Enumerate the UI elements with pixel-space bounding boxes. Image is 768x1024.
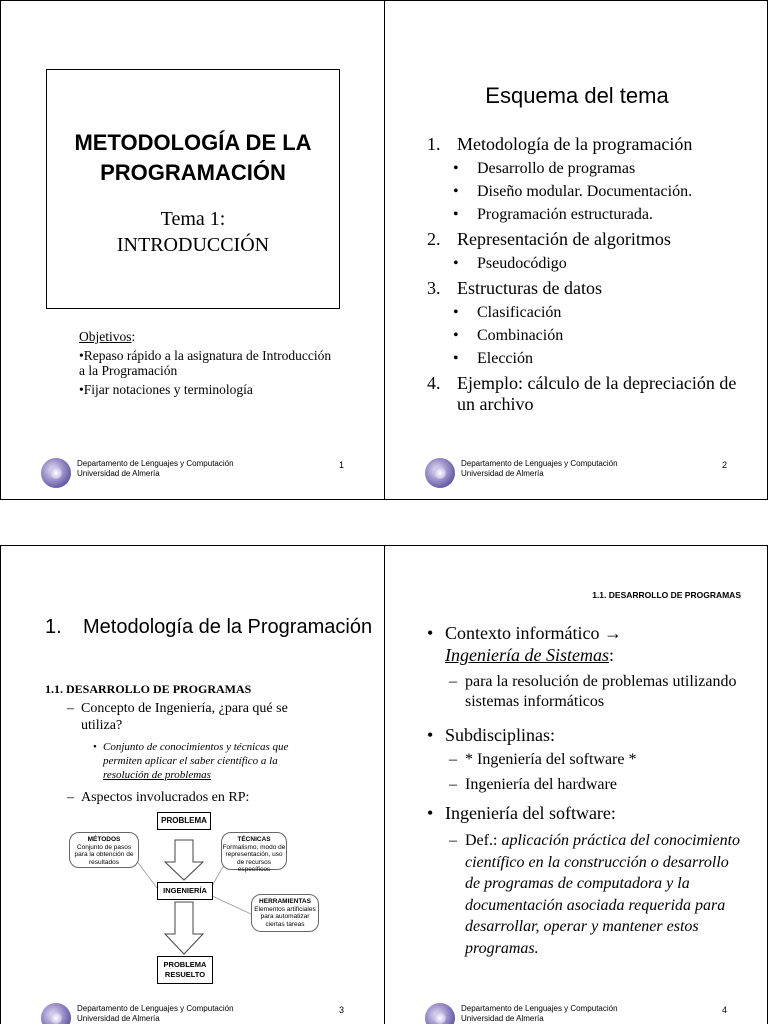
university-name: Universidad de Almería — [461, 1014, 544, 1023]
methods-box: MÉTODOS Conjunto de pasos para la obtención de resultados — [69, 832, 139, 868]
department-name: Departamento de Lenguajes y Computación — [77, 1004, 234, 1013]
outline-section: 2. Representación de algoritmos — [427, 229, 671, 249]
outline-item: • Pseudocódigo — [453, 255, 567, 272]
topic-name: INTRODUCCIÓN — [116, 234, 270, 256]
title-box — [46, 69, 340, 309]
outline-item: • Programación estructurada. — [453, 206, 653, 223]
slide-number: 2 — [721, 460, 727, 470]
engineering-box: INGENIERÍA — [157, 882, 213, 900]
university-logo-icon — [425, 458, 455, 488]
department-name: Departamento de Lenguajes y Computación — [461, 1004, 618, 1013]
objectives: Objetivos: •Repaso rápido a la asignatura de Introducción a la Programación •Fijar notaciones y terminología — [79, 329, 339, 401]
bullet-subdisciplines: • Subdisciplinas: – * Ingeniería del software * – Ingeniería del hardware — [427, 725, 637, 793]
outline-item: • Clasificación — [453, 304, 562, 321]
slide-3 — [0, 545, 384, 1024]
slide-2 — [384, 0, 768, 500]
university-logo-icon — [41, 458, 71, 488]
slide-footer — [425, 456, 727, 490]
slide-title: 1. Metodología de la Programación — [45, 616, 373, 638]
outline-item: • Combinación — [453, 327, 564, 344]
slide-footer — [41, 456, 344, 490]
bullet-detail: • Conjunto de conocimientos y técnicas que permiten aplicar el saber científico a la resolución de problemas — [93, 741, 289, 781]
bullet-software-engineering: • Ingeniería del software: – Def.: aplicación práctica del conocimiento científico en la construcción o desarrollo de programas de computadora y la documentación asociada requerida para desarrollar, operar y mantener estos programas. — [427, 803, 741, 957]
slide-1 — [0, 0, 384, 500]
outline-section: 4. Ejemplo: cálculo de la depreciación de un archivo — [427, 373, 737, 414]
problem-box: PROBLEMA — [157, 812, 211, 830]
department-name: Departamento de Lenguajes y Computación — [77, 459, 234, 468]
slide-title: METODOLOGÍA DE LA PROGRAMACIÓN — [74, 130, 312, 185]
slide-footer — [425, 1001, 727, 1024]
topic-number: Tema 1: — [160, 208, 226, 230]
slide-number: 1 — [338, 460, 344, 470]
section-header: 1.1. DESARROLLO DE PROGRAMAS — [592, 590, 741, 600]
slide-number: 4 — [721, 1005, 727, 1015]
university-name: Universidad de Almería — [77, 1014, 160, 1023]
outline-item: • Desarrollo de programas — [453, 160, 636, 177]
objectives-label: Objetivos — [79, 329, 132, 344]
objective-item: •Fijar notaciones y terminología — [79, 382, 253, 397]
bullet-point: – Concepto de Ingeniería, ¿para qué se utiliza? — [67, 701, 288, 733]
outline-item: • Elección — [453, 350, 533, 367]
slide-title: Esquema del tema — [485, 83, 669, 108]
slide-number: 3 — [338, 1005, 344, 1015]
outline-section: 3. Estructuras de datos — [427, 278, 602, 298]
engineering-diagram — [61, 806, 331, 991]
outline-section: 1. Metodología de la programación — [427, 134, 693, 154]
objective-item: •Repaso rápido a la asignatura de Introducción a la Programación — [79, 348, 332, 378]
university-name: Universidad de Almería — [461, 469, 544, 478]
section-heading: 1.1. DESARROLLO DE PROGRAMAS — [45, 682, 252, 696]
outline-list — [427, 129, 747, 415]
techniques-box: TÉCNICAS Formalismo, modo de representación, uso de recursos específicos — [221, 832, 287, 870]
bullet-context: • Contexto informático → Ingeniería de Sistemas: – para la resolución de problemas utilizando sistemas informáticos — [427, 623, 737, 710]
bullet-point: – Aspectos involucrados en RP: — [67, 790, 250, 805]
university-name: Universidad de Almería — [77, 469, 160, 478]
university-logo-icon — [425, 1003, 455, 1024]
department-name: Departamento de Lenguajes y Computación — [461, 459, 618, 468]
outline-item: • Diseño modular. Documentación. — [453, 183, 693, 200]
slide-footer — [41, 1001, 344, 1024]
slide-4 — [384, 545, 768, 1024]
tools-box: HERRAMIENTAS Elementos artificiales para automatizar ciertas tareas — [251, 894, 319, 932]
solved-problem-box: PROBLEMA RESUELTO — [157, 956, 213, 984]
university-logo-icon — [41, 1003, 71, 1024]
